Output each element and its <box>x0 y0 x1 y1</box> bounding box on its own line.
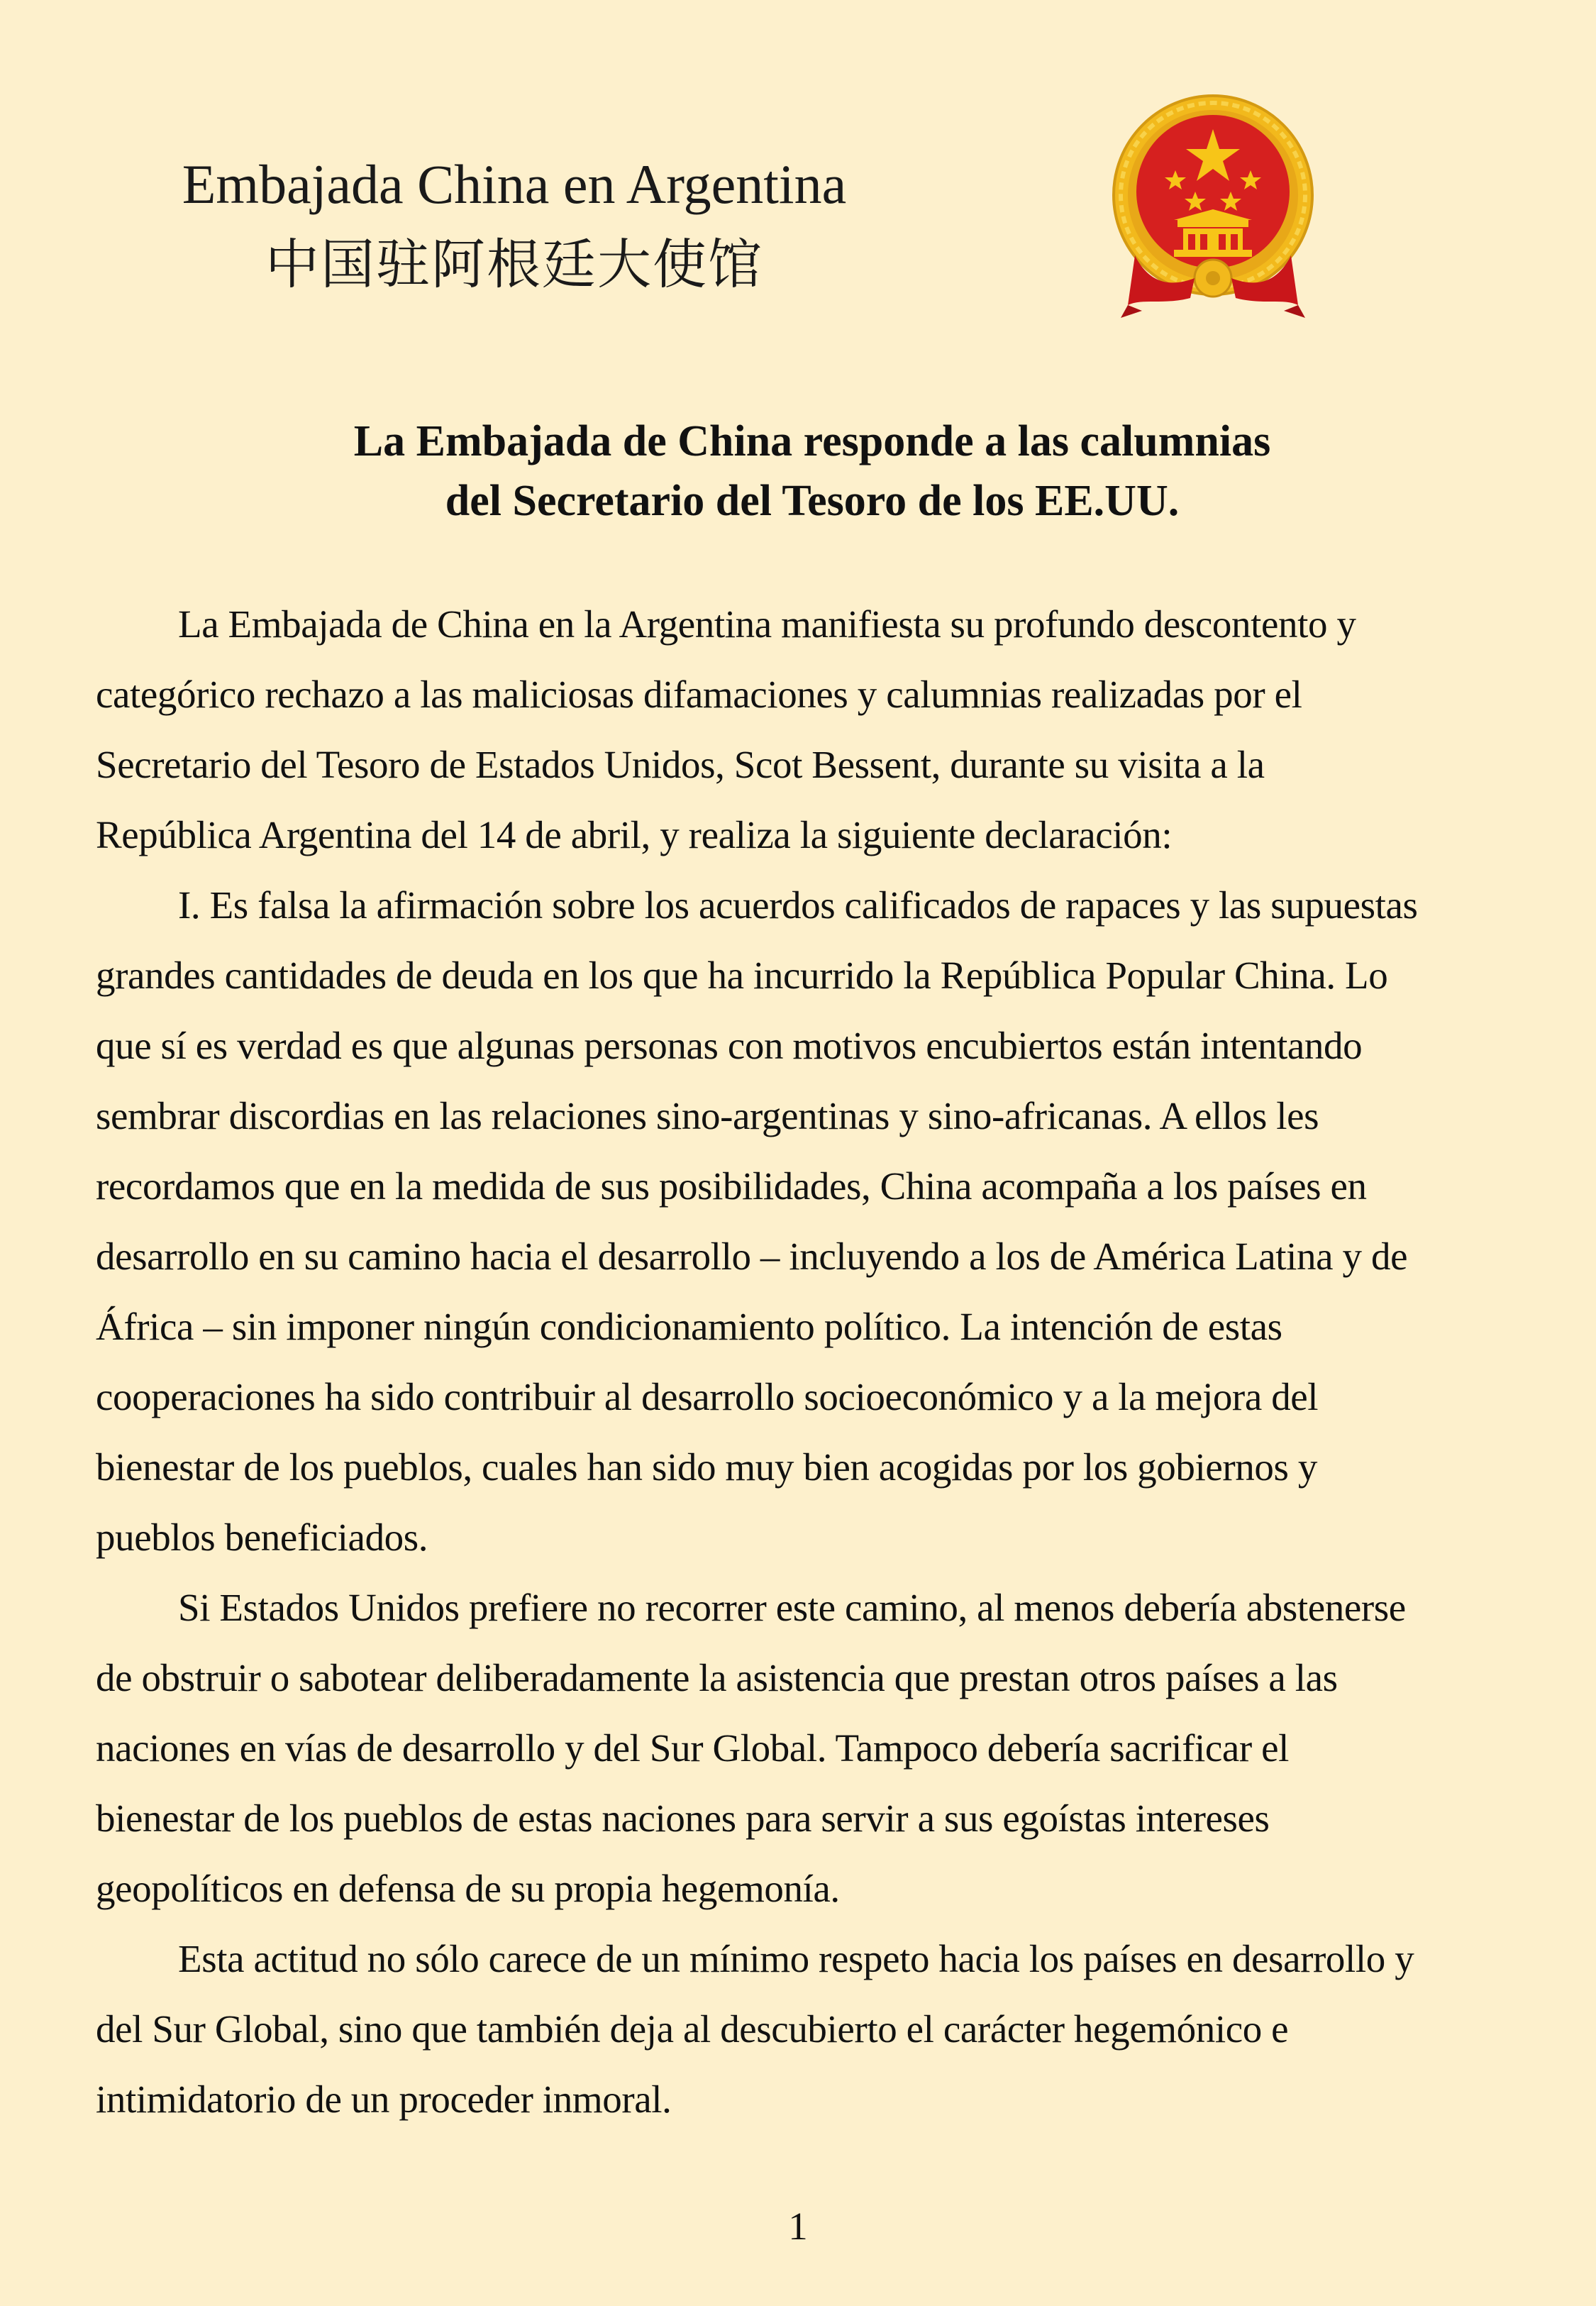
body-line: Secretario del Tesoro de Estados Unidos, Scot Bessent, durante su visita a la <box>96 743 1265 786</box>
body-line: Esta actitud no sólo carece de un mínimo respeto hacia los países en desarrollo y <box>178 1937 1414 1980</box>
body-line: pueblos beneficiados. <box>96 1516 428 1559</box>
body-line: desarrollo en su camino hacia el desarrollo – incluyendo a los de América Latina y de <box>96 1235 1408 1278</box>
body-line: recordamos que en la medida de sus posibilidades, China acompaña a los países en <box>96 1164 1367 1208</box>
body-line: intimidatorio de un proceder inmoral. <box>96 2078 672 2121</box>
body-line: bienestar de los pueblos, cuales han sido muy bien acogidas por los gobiernos y <box>96 1445 1317 1489</box>
document-body <box>96 589 1518 2134</box>
body-line: naciones en vías de desarrollo y del Sur Global. Tampoco debería sacrificar el <box>96 1726 1290 1770</box>
body-line: del Sur Global, sino que también deja al descubierto el carácter hegemónico e <box>96 2007 1289 2051</box>
body-line: Si Estados Unidos prefiere no recorrer este camino, al menos debería abstenerse <box>178 1586 1406 1629</box>
body-line: bienestar de los pueblos de estas naciones para servir a sus egoístas intereses <box>96 1797 1270 1840</box>
body-line: geopolíticos en defensa de su propia hegemonía. <box>96 1867 840 1910</box>
body-line: República Argentina del 14 de abril, y realiza la siguiente declaración: <box>96 813 1173 856</box>
national-emblem-icon <box>1107 92 1319 319</box>
document-title-line-1: La Embajada de China responde a las calumnias <box>353 417 1271 465</box>
body-line: que sí es verdad es que algunas personas con motivos encubiertos están intentando <box>96 1024 1363 1067</box>
body-line: cooperaciones ha sido contribuir al desarrollo socioeconómico y a la mejora del <box>96 1375 1319 1418</box>
body-line: I. Es falsa la afirmación sobre los acuerdos calificados de rapaces y las supuestas <box>178 883 1418 927</box>
body-line: de obstruir o sabotear deliberadamente la asistencia que prestan otros países a las <box>96 1656 1338 1699</box>
body-line: La Embajada de China en la Argentina manifiesta su profundo descontento y <box>178 602 1356 646</box>
page-number: 1 <box>788 2205 808 2248</box>
document-title <box>106 412 1518 531</box>
body-line: sembrar discordias en las relaciones sino-argentinas y sino-africanas. A ellos les <box>96 1094 1319 1137</box>
document-title-line-2: del Secretario del Tesoro de los EE.UU. <box>445 477 1180 525</box>
embassy-name-spanish: Embajada China en Argentina <box>182 153 847 215</box>
body-line: grandes cantidades de deuda en los que ha incurrido la República Popular China. Lo <box>96 954 1388 997</box>
body-line: África – sin imponer ningún condicionamiento político. La intención de estas <box>96 1305 1282 1348</box>
embassy-name-chinese: 中国驻阿根廷大使馆 <box>265 233 763 296</box>
body-line: categórico rechazo a las maliciosas difamaciones y calumnias realizadas por el <box>96 673 1302 716</box>
